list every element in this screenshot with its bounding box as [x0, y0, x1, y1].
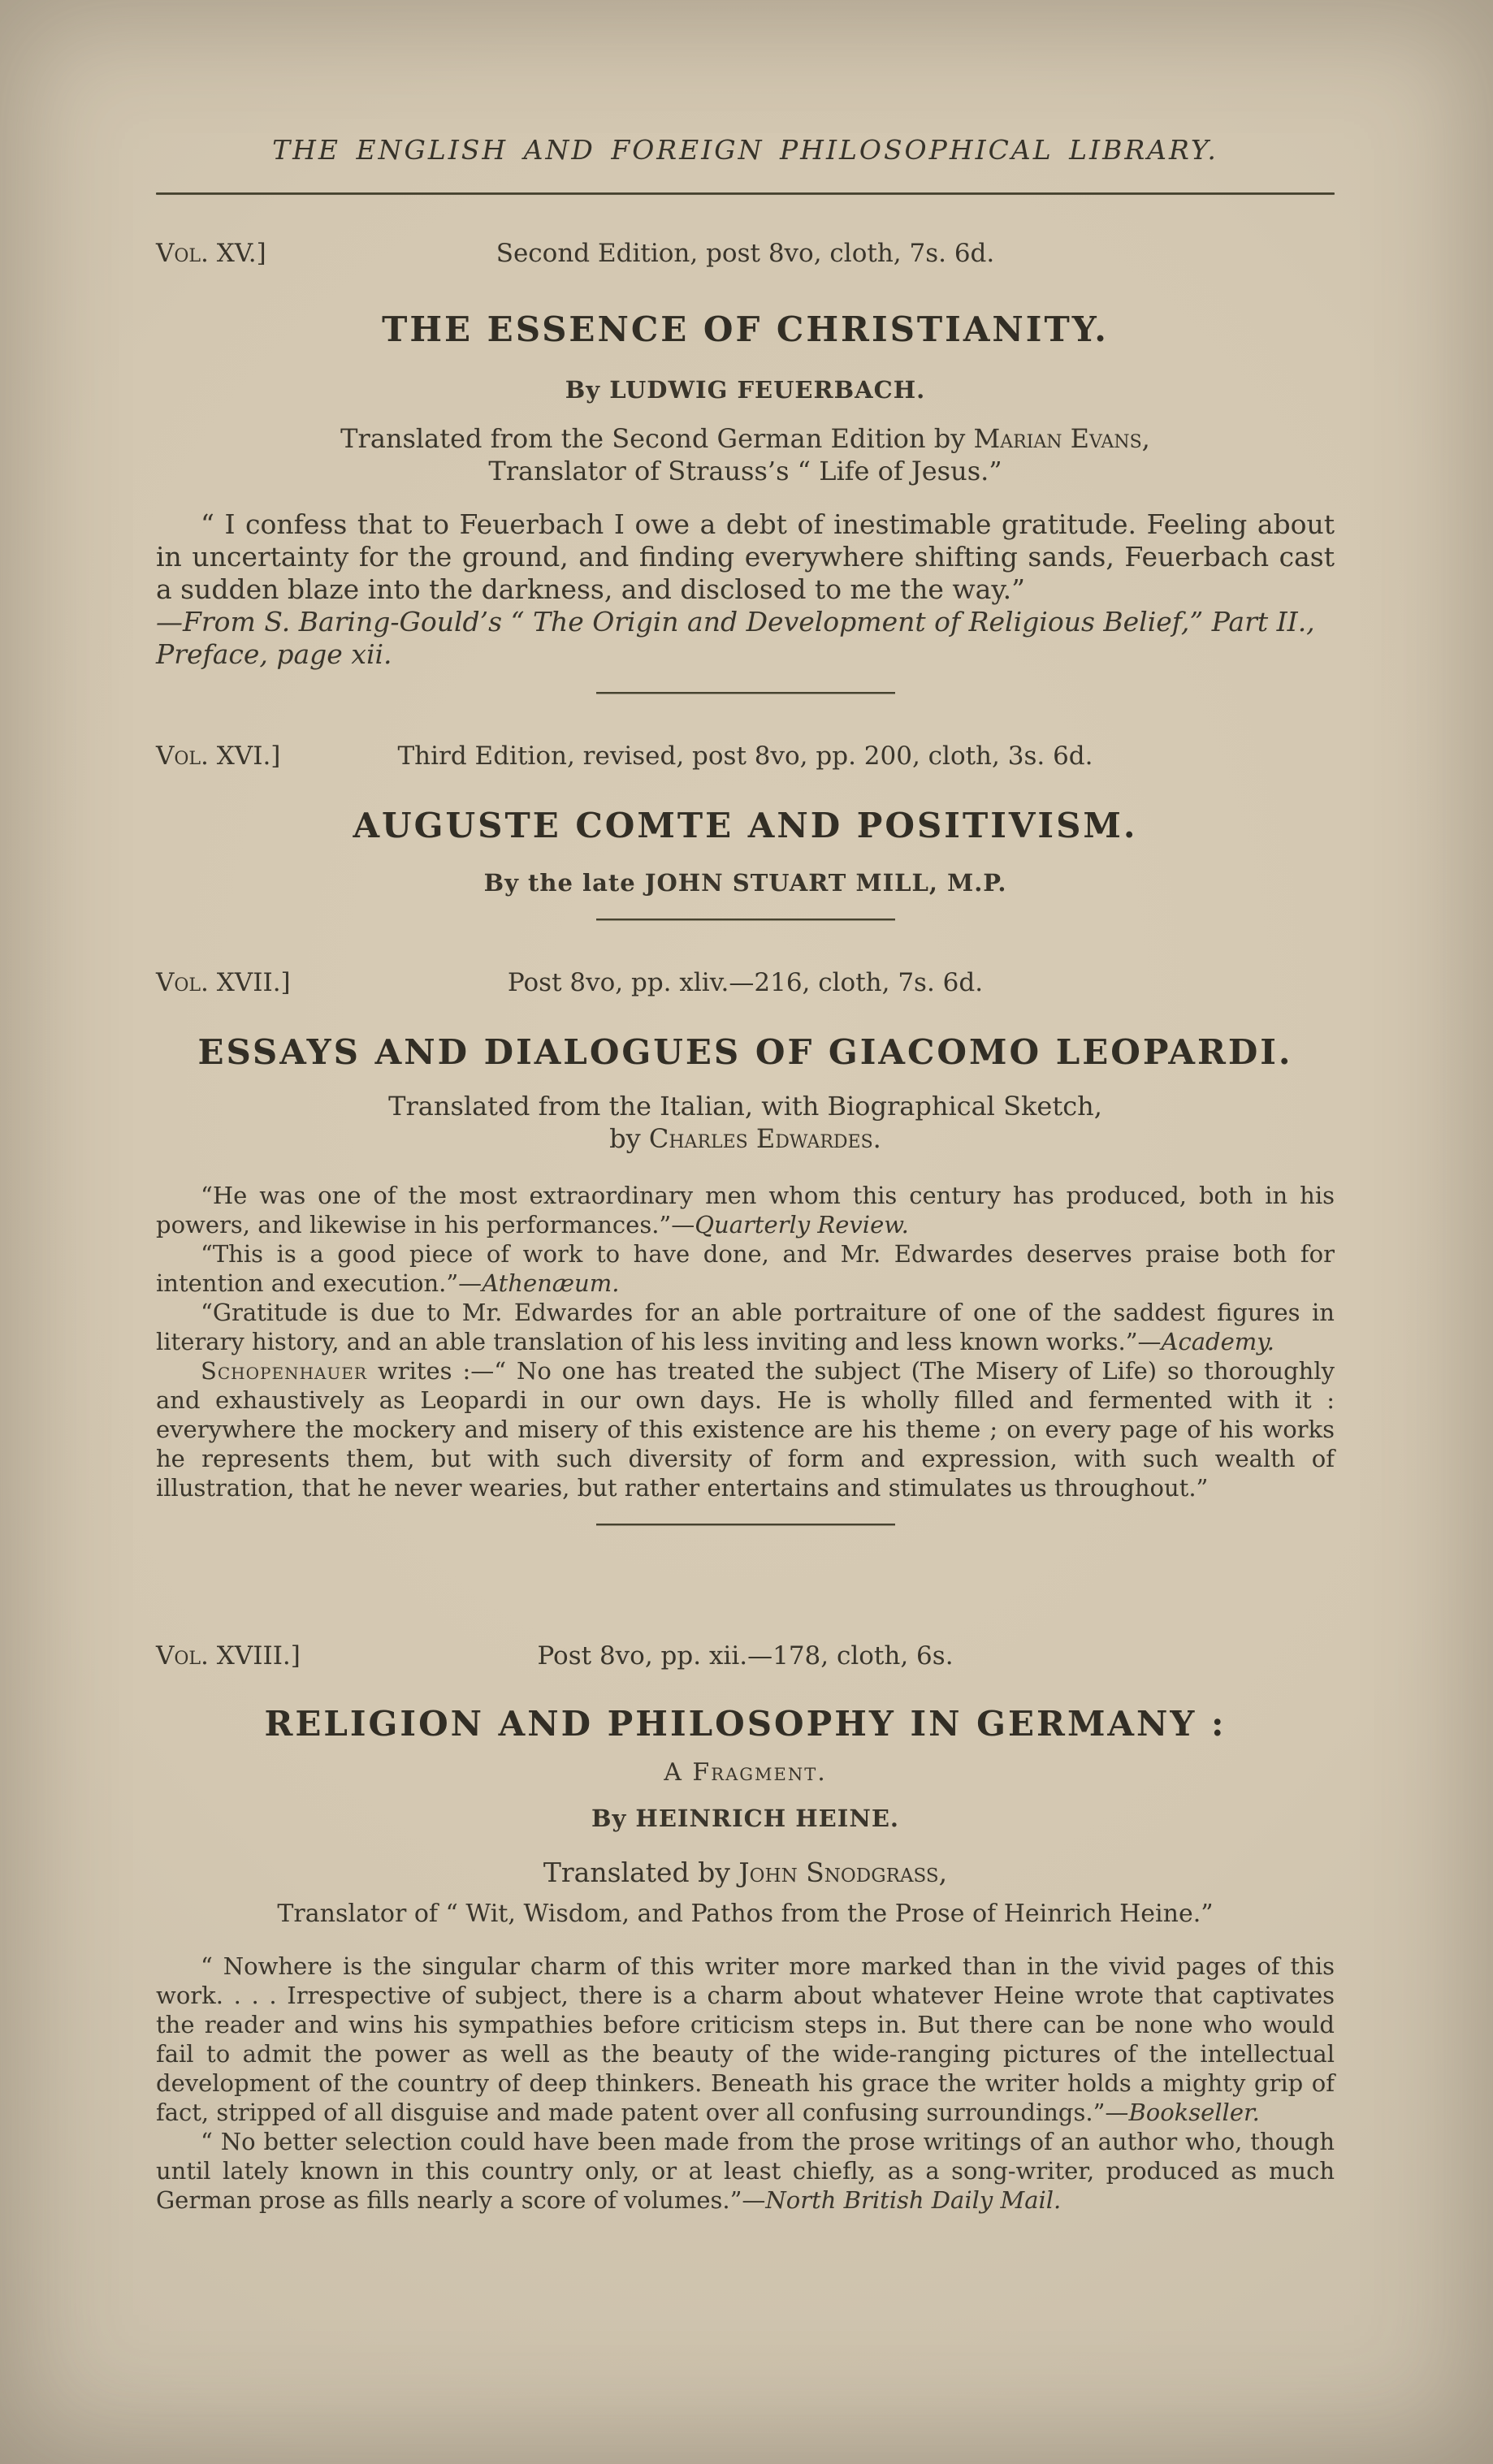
review-source: North British Daily Mail. [765, 2186, 1062, 2214]
review-quotes [156, 1181, 1335, 1502]
review-source: Quarterly Review. [695, 1211, 909, 1238]
review-source: Academy. [1161, 1328, 1274, 1355]
section-divider [596, 692, 895, 694]
volume-info-line [156, 237, 1335, 270]
volume-entry-xvii [156, 966, 1335, 1502]
volume-info-line [156, 740, 1335, 772]
review-quotes [156, 1952, 1335, 2215]
byline: By LUDWIG FEUERBACH. [565, 376, 926, 404]
translator-name: Charles Edwardes [648, 1123, 873, 1154]
translator-line: Translated from the Italian, with Biographical Sketch, [388, 1091, 1102, 1122]
translator-line [156, 1856, 1335, 1890]
book-title: ESSAYS AND DIALOGUES OF GIACOMO LEOPARDI. [197, 1032, 1293, 1072]
volume-entry-xvi [156, 740, 1335, 897]
byline: By the late JOHN STUART MILL, M.P. [483, 869, 1007, 897]
review-source: Athenæum. [482, 1269, 620, 1297]
translator-line: Translator of Strauss’s “ Life of Jesus.” [488, 456, 1002, 486]
volume-entry-xv [156, 237, 1335, 671]
translator-text: , [1141, 423, 1150, 454]
translator-text: by [609, 1123, 649, 1154]
edition-info: Post 8vo, pp. xii.—178, cloth, 6s. [537, 1641, 954, 1671]
volume-label: Vol. XVI.] [156, 741, 281, 771]
translator-line [156, 1122, 1335, 1155]
review-text: “ Nowhere is the singular charm of this writer more marked than in the vivid pages of this work. . . . Irrespective of subject, there is a charm about whatever Heine wrote that captivates the reader and wins his sympathies before criticism steps in. But there can be none who would fail to admit the power as well as the beauty of the wide-ranging pictures of the intellectual development of the country of deep thinkers. Beneath his grace the writer holds a mighty grip of fact, stripped of all disguise and made patent over all confusing surroundings.”— [156, 1952, 1335, 2126]
review-text: “Gratitude is due to Mr. Edwardes for an able portraiture of one of the saddest figures in literary history, and an able translation of his less inviting and less known works.”— [156, 1299, 1335, 1355]
book-title: RELIGION AND PHILOSOPHY IN GERMANY : [264, 1704, 1227, 1744]
volume-info-line [156, 1640, 1335, 1672]
quote-attribution: —From S. Baring-Gould’s “ The Origin and Development of Religious Belief,” Part II., Preface, page xii. [156, 606, 1315, 670]
translator-text: . [872, 1123, 881, 1154]
review-quote [156, 1239, 1335, 1298]
edition-info: Third Edition, revised, post 8vo, pp. 200, cloth, 3s. 6d. [397, 741, 1093, 771]
review-quote [156, 1952, 1335, 2127]
running-head: THE ENGLISH AND FOREIGN PHILOSOPHICAL LIBRARY. [272, 134, 1218, 166]
review-text: “He was one of the most extraordinary men whom this century has produced, both in his powers, and likewise in his performances.”— [156, 1182, 1335, 1238]
volume-label: Vol. XVII.] [156, 968, 291, 997]
review-quote [156, 1356, 1335, 1502]
translator-name: Marian Evans [973, 423, 1142, 454]
book-title: THE ESSENCE OF CHRISTIANITY. [382, 309, 1109, 349]
section-divider [596, 1524, 895, 1526]
section-divider [596, 919, 895, 921]
review-text: writes :—“ No one has treated the subject (The Misery of Life) so thoroughly and exhaustively as Leopardi in our own days. He is wholly filled and fermented with it : everywhere the mockery and misery of this existence are his theme ; on every page of his works he represents them, but with such diversity of form and expression, with such wealth of illustration, that he never wearies, but rather entertains and stimulates us throughout.” [156, 1357, 1335, 1502]
volume-entry-xviii [156, 1640, 1335, 2215]
reviewer-name: Schopenhauer [201, 1357, 367, 1385]
edition-info: Second Edition, post 8vo, cloth, 7s. 6d. [496, 239, 995, 268]
translator-name: John Snodgrass [738, 1857, 939, 1888]
testimonial-quote: “ I confess that to Feuerbach I owe a debt of inestimable gratitude. Feeling about in uncertainty for the ground, and finding everywhere shifting sands, Feuerbach cast a sudden blaze into the darkness, and disclosed to me the way.” [156, 508, 1335, 605]
review-quote [156, 1181, 1335, 1239]
review-source: Bookseller. [1128, 2099, 1260, 2126]
header-rule [156, 192, 1335, 195]
translator-line [156, 422, 1335, 455]
review-text: “ No better selection could have been made from the prose writings of an author who, though until lately known in this country only, or at least chiefly, as a song-writer, produced as much German prose as fills nearly a score of volumes.”— [156, 2128, 1335, 2214]
review-quote [156, 2127, 1335, 2215]
volume-info-line [156, 966, 1335, 999]
book-title: AUGUSTE COMTE AND POSITIVISM. [353, 806, 1138, 845]
translator-line: Translator of “ Wit, Wisdom, and Pathos from the Prose of Heinrich Heine.” [277, 1900, 1214, 1928]
volume-label: Vol. XVIII.] [156, 1641, 301, 1671]
translator-text: Translated from the Second German Edition by [340, 423, 974, 454]
byline: By HEINRICH HEINE. [591, 1805, 900, 1832]
translator-text: , [938, 1857, 948, 1888]
book-subtitle: A Fragment. [664, 1758, 827, 1787]
edition-info: Post 8vo, pp. xliv.—216, cloth, 7s. 6d. [507, 968, 984, 997]
volume-label: Vol. XV.] [156, 239, 266, 268]
review-quote [156, 1298, 1335, 1356]
translator-text: Translated by [543, 1857, 739, 1888]
review-text: “This is a good piece of work to have done, and Mr. Edwardes deserves praise both for intention and execution.”— [156, 1240, 1335, 1297]
